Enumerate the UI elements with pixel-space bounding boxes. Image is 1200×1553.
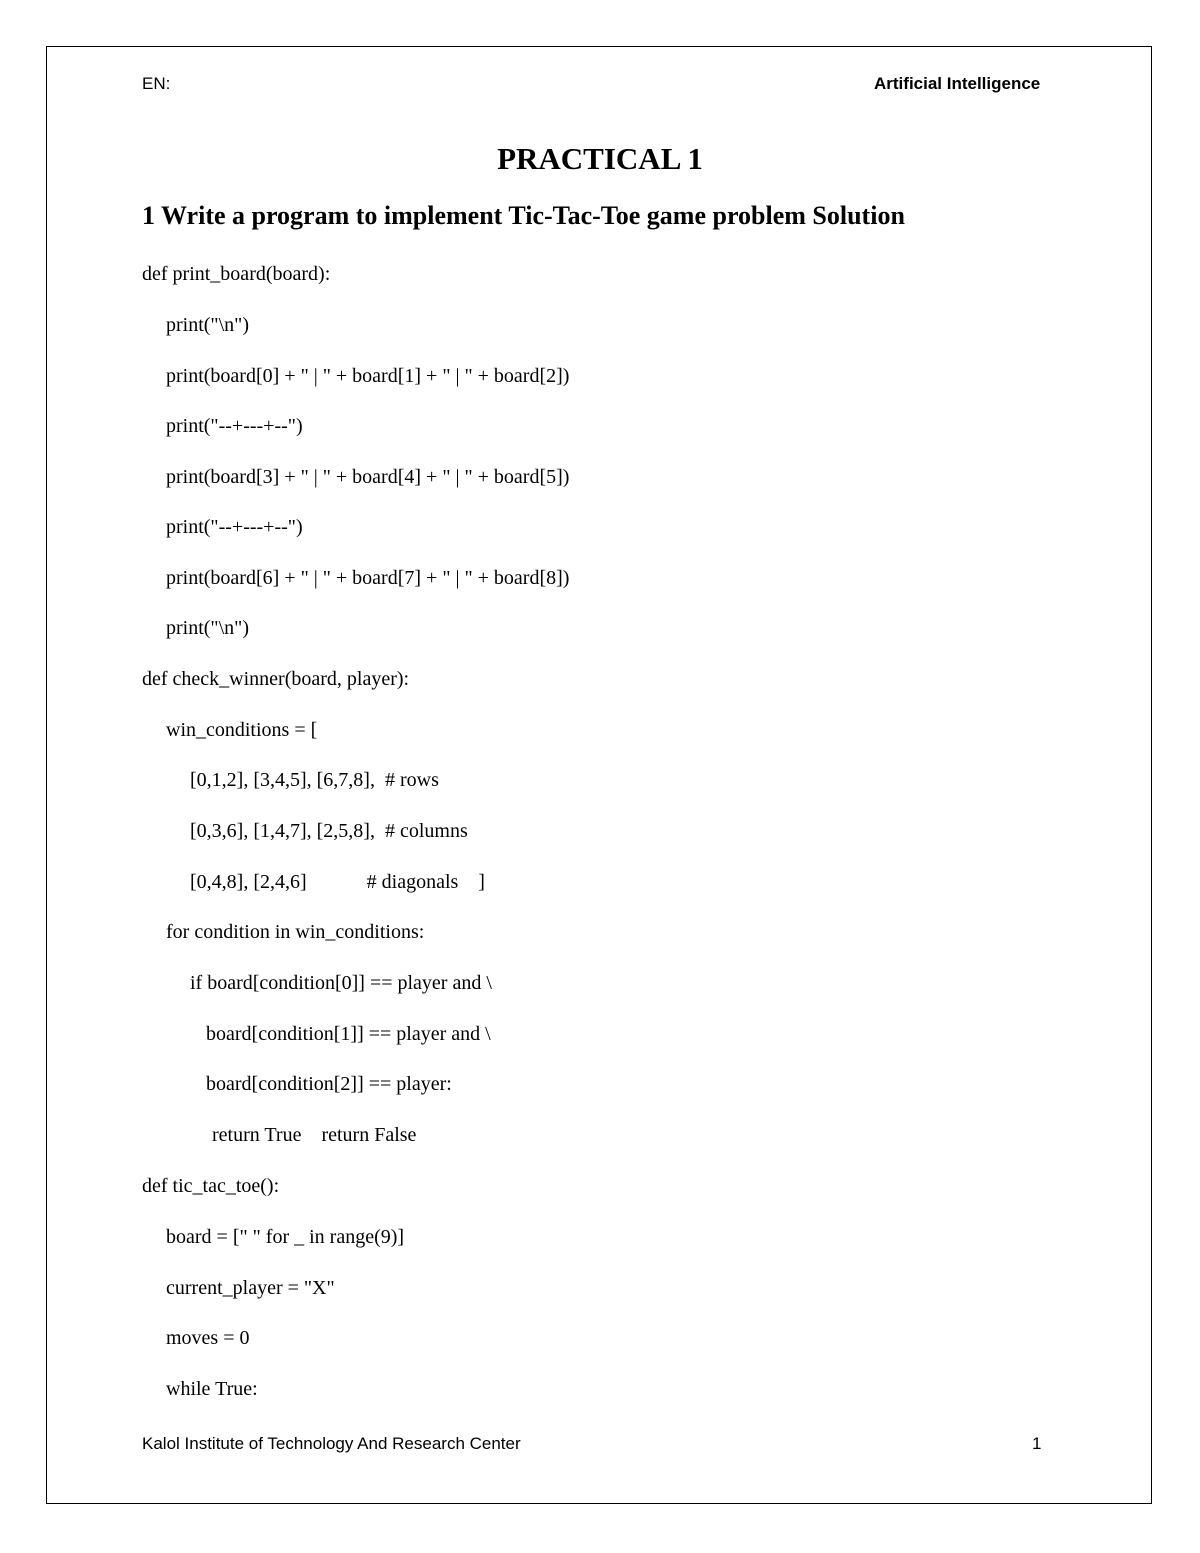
header-subject: Artificial Intelligence xyxy=(874,74,1041,93)
header-enrollment-label: EN: xyxy=(142,74,171,93)
code-line: print("--+---+--") xyxy=(166,415,303,437)
code-line: board[condition[2]] == player: xyxy=(206,1073,452,1095)
code-line: print(board[3] + " | " + board[4] + " | " + board[5]) xyxy=(166,466,570,488)
page-title: PRACTICAL 1 xyxy=(497,141,703,176)
code-line: return True return False xyxy=(212,1124,417,1146)
code-line: if board[condition[0]] == player and \ xyxy=(190,972,492,994)
code-line: print("\n") xyxy=(166,617,249,639)
code-line: moves = 0 xyxy=(166,1327,250,1349)
code-line: [0,3,6], [1,4,7], [2,5,8], # columns xyxy=(190,820,468,842)
code-line: [0,1,2], [3,4,5], [6,7,8], # rows xyxy=(190,769,439,791)
code-line: print(board[0] + " | " + board[1] + " | " + board[2]) xyxy=(166,365,570,387)
footer-institute: Kalol Institute of Technology And Research Center xyxy=(142,1434,521,1453)
code-line: board[condition[1]] == player and \ xyxy=(206,1023,491,1045)
code-line: def check_winner(board, player): xyxy=(142,668,410,690)
code-line: print("\n") xyxy=(166,314,249,336)
code-line: win_conditions = [ xyxy=(166,719,318,741)
code-line: current_player = "X" xyxy=(166,1277,335,1299)
footer-page-number: 1 xyxy=(1032,1434,1042,1453)
code-line: while True: xyxy=(166,1378,258,1400)
code-line: def print_board(board): xyxy=(142,263,331,285)
code-line: def tic_tac_toe(): xyxy=(142,1175,280,1197)
question-heading: 1 Write a program to implement Tic-Tac-Toe game problem Solution xyxy=(142,201,905,230)
code-line: board = [" " for _ in range(9)] xyxy=(166,1226,405,1248)
code-line: print(board[6] + " | " + board[7] + " | " + board[8]) xyxy=(166,567,570,589)
code-line: print("--+---+--") xyxy=(166,516,303,538)
code-line: for condition in win_conditions: xyxy=(166,921,425,943)
code-line: [0,4,8], [2,4,6] # diagonals ] xyxy=(190,871,485,893)
